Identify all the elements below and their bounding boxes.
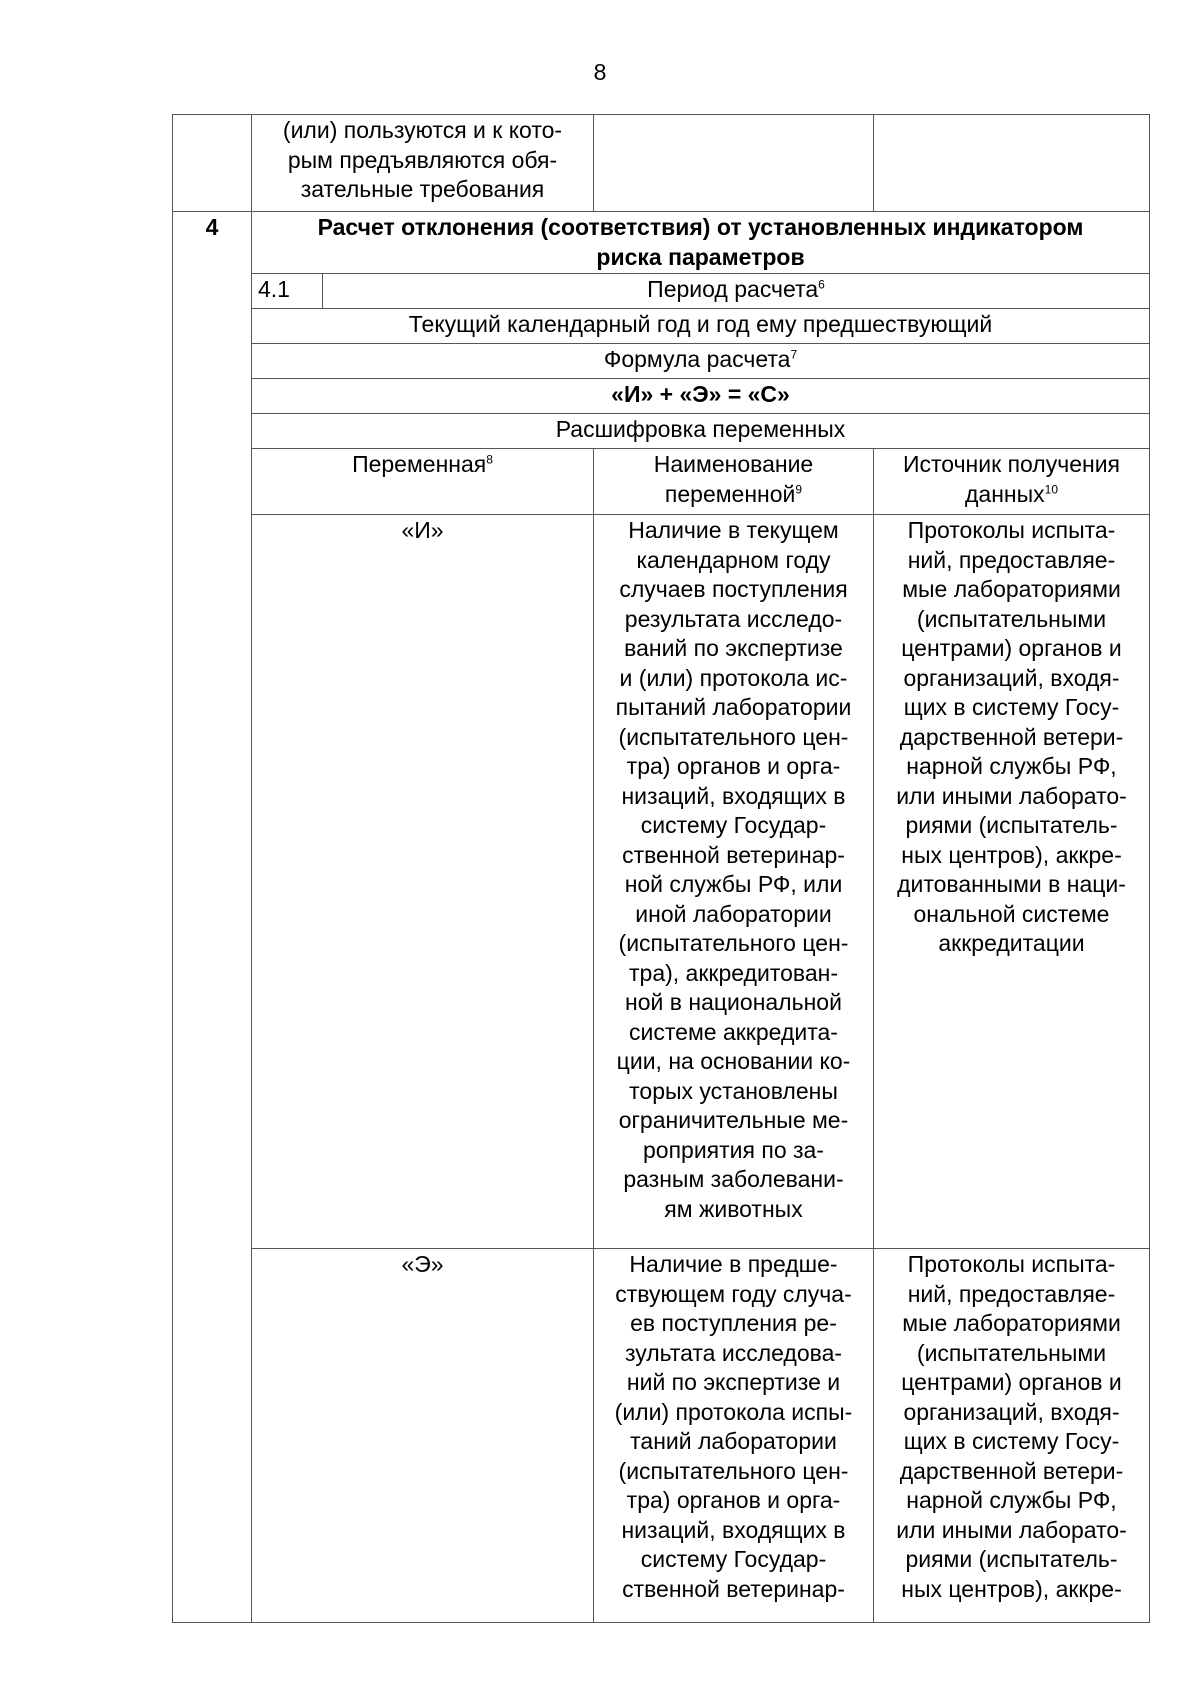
text-line (600, 480, 867, 510)
text-line: системе аккредита- (629, 1018, 838, 1045)
text-line: риска параметров (596, 243, 805, 270)
text-line: зательные требования (300, 176, 545, 202)
text-line: аккредитации (938, 930, 1085, 956)
text-line: мые лабораториями (902, 1310, 1121, 1336)
text-line: и (или) протокола ис- (619, 664, 848, 691)
text-line: ственной ветеринар- (622, 841, 845, 868)
text-line: случаев поступления (619, 576, 848, 602)
decode-heading: Расшифровка переменных (252, 414, 1150, 449)
text-line: тра) органов и орга- (626, 753, 841, 779)
text-line: низаций, входящих в (621, 782, 846, 809)
text-line: ев поступления ре- (630, 1310, 837, 1336)
table-row (173, 309, 1150, 344)
period-value: Текущий календарный год и год ему предшествующий (252, 309, 1150, 344)
text-line: Источник получения (902, 451, 1121, 477)
table-row (173, 1249, 1150, 1623)
page-number: 8 (593, 59, 607, 85)
text-line: Расчет отклонения (соответствия) от установленных индикатором (317, 214, 1084, 240)
text-line: дарственной ветери- (899, 1457, 1124, 1484)
source-cell (874, 515, 1150, 1249)
text-line: роприятия по за- (643, 1136, 824, 1163)
name-cell (594, 515, 874, 1249)
source-cell (874, 1249, 1150, 1623)
text-line: Наличие в текущем (628, 517, 839, 543)
text-line: организаций, входя- (903, 1398, 1120, 1425)
text-line: торых установлены (629, 1077, 838, 1104)
text-line: Протоколы испыта- (907, 1251, 1116, 1277)
text-line: центрами) органов и (901, 635, 1122, 661)
text-line: Наличие в предше- (629, 1251, 838, 1277)
table-row (173, 414, 1150, 449)
empty-cell (874, 115, 1150, 212)
variable-cell: «Э» (252, 1249, 594, 1623)
text-line: Наименование (653, 451, 814, 477)
section-title (252, 212, 1150, 274)
text-line: календарном году (636, 546, 831, 573)
table-row (173, 274, 1150, 309)
text-line: ваний по экспертизе (624, 635, 843, 661)
text-line: систему Государ- (640, 1546, 827, 1572)
empty-cell (594, 115, 874, 212)
table-row (173, 449, 1150, 515)
table-row (173, 115, 1150, 212)
formula: «И» + «Э» = «С» (252, 379, 1150, 414)
text-line: ных центров), аккре- (901, 841, 1122, 868)
footnote-ref: 8 (486, 452, 493, 467)
text-line: (или) пользуются и к кото- (282, 117, 563, 143)
table-row (173, 344, 1150, 379)
text-line: (испытательными (916, 605, 1107, 632)
text-line: ной службы РФ, или (624, 871, 843, 897)
variable-header (252, 449, 594, 515)
text-line: тра), аккредитован- (629, 959, 838, 986)
formula-label: Формула расчета (603, 346, 791, 372)
text-line: таний лаборатории (630, 1428, 837, 1454)
text-line: иной лаборатории (635, 900, 832, 927)
period-label-cell (323, 274, 1150, 309)
text-line: тра) органов и орга- (626, 1487, 841, 1513)
table-row (173, 379, 1150, 414)
text-line: риями (испытатель- (905, 1546, 1118, 1572)
text-line: (испытательного цен- (618, 1457, 849, 1484)
footnote-ref: 9 (795, 481, 803, 496)
table-row (173, 515, 1150, 1249)
text-line: рым предъявляются обя- (287, 146, 558, 173)
variable-header-label: Переменная (352, 451, 487, 477)
text-line: щих в систему Госу- (903, 1428, 1120, 1454)
variable-cell: «И» (252, 515, 594, 1249)
text-line: риями (испытатель- (905, 812, 1118, 838)
text-line: нарной службы РФ, (906, 753, 1117, 779)
text-line: центрами) органов и (901, 1369, 1122, 1395)
table-row (173, 212, 1150, 274)
text-line: систему Государ- (640, 812, 827, 838)
text-line-part: данных (964, 480, 1045, 507)
text-line: ний по экспертизе и (626, 1369, 841, 1395)
text-line: дитованными в наци- (897, 871, 1126, 897)
text-line: или иными лаборато- (896, 1516, 1127, 1543)
footnote-ref: 6 (818, 277, 825, 292)
text-line: ной в национальной (625, 989, 842, 1015)
text-line: организаций, входя- (903, 664, 1120, 691)
subsection-number: 4.1 (252, 274, 323, 309)
text-line: (испытательного цен- (618, 930, 849, 956)
text-line: ных центров), аккре- (901, 1575, 1122, 1602)
text-line: результата исследо- (624, 605, 843, 632)
text-line: нарной службы РФ, (906, 1487, 1117, 1513)
text-line: пытаний лаборатории (615, 694, 852, 720)
text-line: (испытательными (916, 1339, 1107, 1366)
text-line: разным заболевани- (623, 1166, 844, 1192)
text-line: ственной ветеринар- (622, 1575, 845, 1602)
formula-label-cell (252, 344, 1150, 379)
text-line: ональной системе (913, 900, 1110, 927)
text-line (880, 480, 1143, 510)
text-line: мые лабораториями (902, 576, 1121, 602)
name-header (594, 449, 874, 515)
indicator-table (172, 114, 1150, 1623)
name-cell (594, 1249, 874, 1623)
text-line-part: переменной (664, 480, 796, 507)
section-number: 4 (173, 212, 252, 1623)
text-line: ям животных (664, 1195, 803, 1222)
text-line: ствующем году случа- (615, 1280, 852, 1307)
text-line: ции, на основании ко- (616, 1048, 851, 1074)
continued-text-cell (252, 115, 594, 212)
text-line: щих в систему Госу- (903, 694, 1120, 720)
text-line: ний, предоставляе- (907, 546, 1116, 573)
text-line: ограничительные ме- (618, 1107, 849, 1133)
text-line: зультата исследова- (624, 1339, 843, 1366)
source-header (874, 449, 1150, 515)
period-label: Период расчета (647, 276, 819, 302)
text-line: Протоколы испыта- (907, 517, 1116, 543)
footnote-ref: 10 (1044, 481, 1058, 496)
text-line: ний, предоставляе- (907, 1280, 1116, 1307)
text-line: (испытательного цен- (618, 723, 849, 750)
number-cell (173, 115, 252, 212)
text-line: низаций, входящих в (621, 1516, 846, 1543)
text-line: или иными лаборато- (896, 782, 1127, 809)
text-line: дарственной ветери- (899, 723, 1124, 750)
text-line: (или) протокола испы- (614, 1398, 853, 1425)
footnote-ref: 7 (790, 347, 798, 362)
